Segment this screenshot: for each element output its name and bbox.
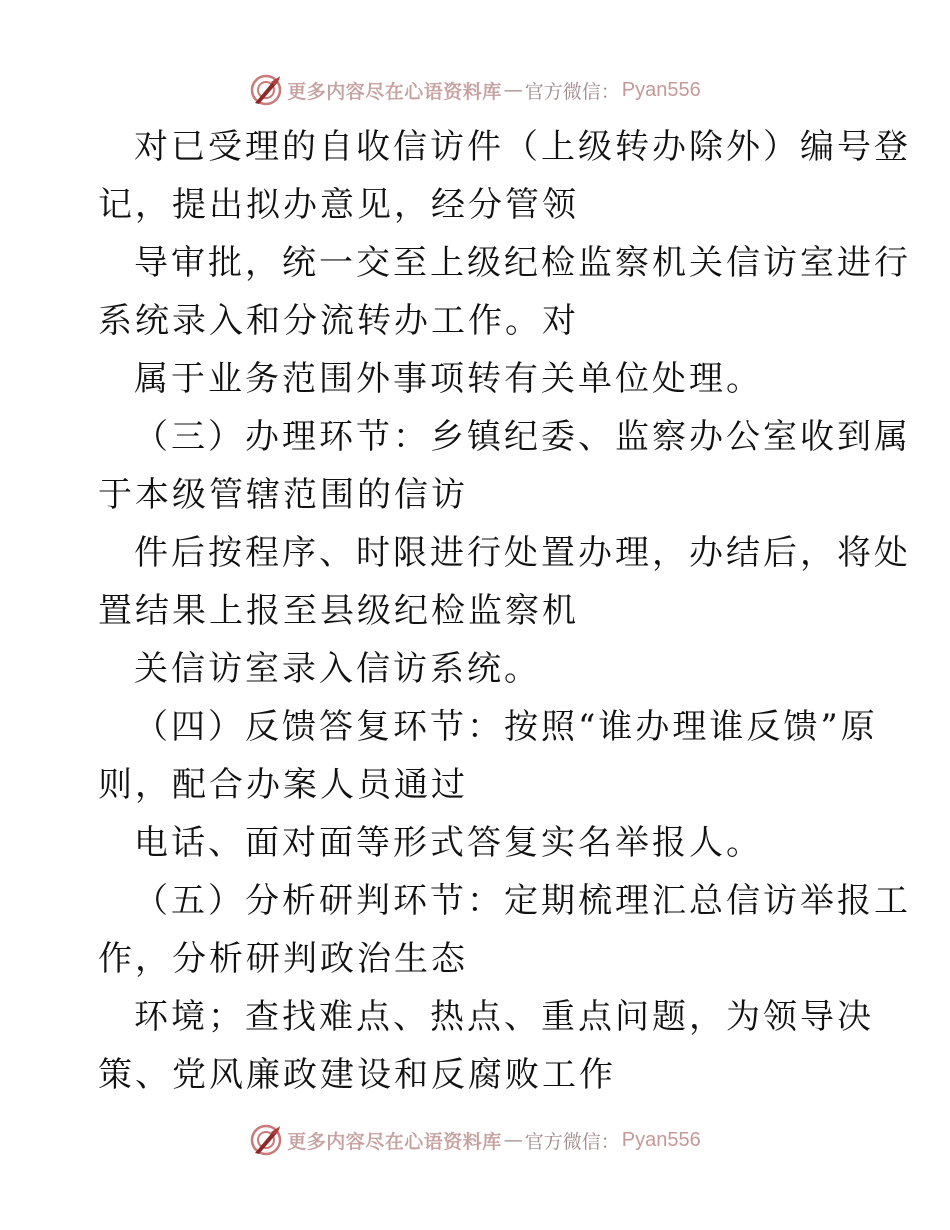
text-line: 电话、面对面等形式答复实名举报人。 bbox=[134, 823, 763, 863]
text-line: （五）分析研判环节：定期梳理汇总信访举报工 bbox=[134, 881, 911, 921]
watermark-main-text: 更多内容尽在心语资料库 bbox=[287, 80, 502, 103]
text-line: 系统录入和分流转办工作。对 bbox=[98, 301, 579, 341]
footer-watermark bbox=[0, 1120, 950, 1160]
watermark-main-text: 更多内容尽在心语资料库 bbox=[287, 1130, 502, 1153]
text-line: 导审批，统一交至上级纪检监察机关信访室进行 bbox=[134, 243, 911, 283]
text-line: 于本级管辖范围的信访 bbox=[98, 475, 468, 515]
text-line: 记，提出拟办意见，经分管领 bbox=[98, 185, 579, 225]
text-line: 关信访室录入信访系统。 bbox=[134, 649, 541, 689]
watermark-account: Pyan556 bbox=[621, 1128, 701, 1151]
text-line: 对已受理的自收信访件（上级转办除外）编号登 bbox=[134, 127, 911, 167]
text-line: 置结果上报至县级纪检监察机 bbox=[98, 591, 579, 631]
text-line: 件后按程序、时限进行处置办理，办结后，将处 bbox=[134, 533, 911, 573]
watermark-separator: — bbox=[503, 79, 523, 101]
text-line: 则，配合办案人员通过 bbox=[98, 765, 468, 805]
quill-circle-logo-icon bbox=[249, 73, 283, 107]
text-line: 属于业务范围外事项转有关单位处理。 bbox=[134, 359, 763, 399]
text-line: （四）反馈答复环节：按照“谁办理谁反馈”原 bbox=[134, 707, 878, 747]
watermark-account: Pyan556 bbox=[621, 78, 701, 101]
quill-circle-logo-icon bbox=[249, 1123, 283, 1157]
watermark-separator: — bbox=[503, 1129, 523, 1151]
text-line: 作，分析研判政治生态 bbox=[98, 939, 468, 979]
watermark-sub-text: 官方微信： bbox=[524, 80, 620, 103]
header-watermark bbox=[0, 70, 950, 110]
text-line: （三）办理环节：乡镇纪委、监察办公室收到属 bbox=[134, 417, 911, 457]
text-line: 策、党风廉政建设和反腐败工作 bbox=[98, 1055, 616, 1095]
text-line: 环境；查找难点、热点、重点问题，为领导决 bbox=[134, 997, 874, 1037]
watermark-sub-text: 官方微信： bbox=[524, 1130, 620, 1153]
